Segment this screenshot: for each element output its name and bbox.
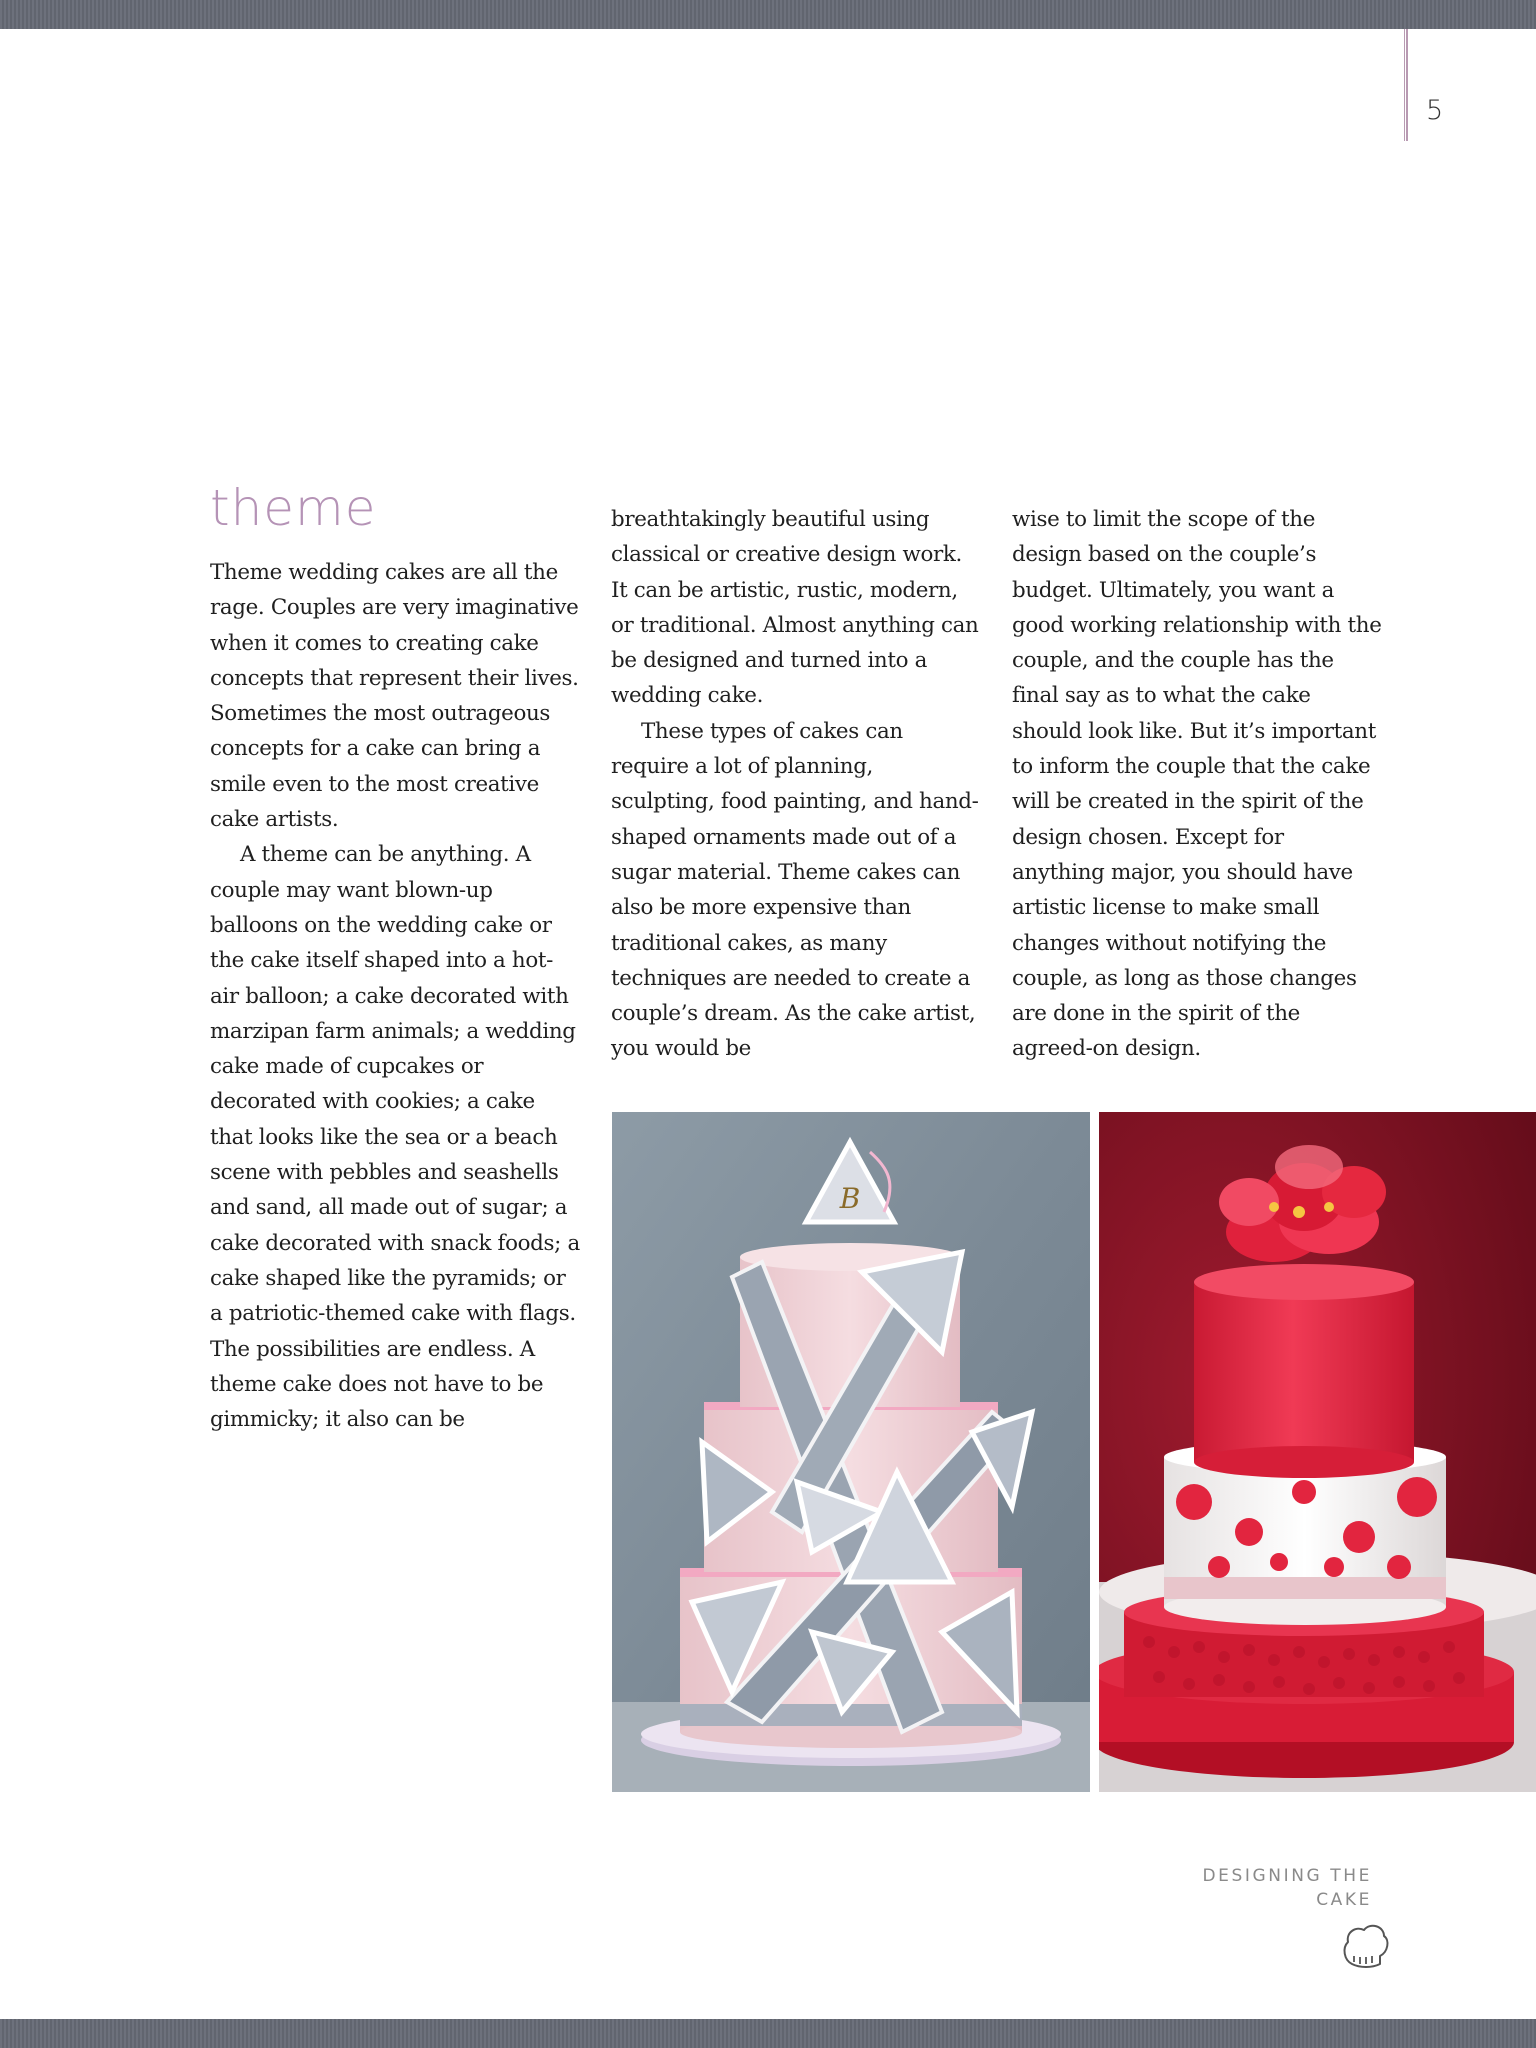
section-heading: theme (210, 479, 377, 537)
page-edge-bottom (0, 2019, 1536, 2048)
page-edge-top (0, 0, 1536, 29)
paragraph: breathtakingly beautiful using classical or creative design work. It can be artistic, rustic, modern, or traditional. Almost anything can be designed and turned into a wedding cake. (611, 507, 979, 709)
page-number: 5 (1426, 95, 1444, 126)
photo-geometric-cake (612, 1112, 1090, 1792)
monogram-text: B (839, 1182, 861, 1215)
running-footer: DESIGNING THE CAKE (1202, 1866, 1372, 1910)
geometric-cake-illustration (612, 1112, 1090, 1792)
text-column-2 (611, 502, 981, 1067)
paragraph: A theme can be anything. A couple may want blown-up balloons on the wedding cake or the cake itself shaped into a hot-air balloon; a cake decorated with marzipan farm animals; a wedding cake made of cupcakes or decorated with cookies; a cake that looks like the sea or a beach scene with pebbles and seashells and sand, all made out of sugar; a cake decorated with snack foods; a cake shaped like the pyramids; or a patriotic-themed cake with flags. The possibilities are endless. A theme cake does not have to be gimmicky; it also can be (210, 842, 580, 1433)
photo-polka-dot-cake (1099, 1112, 1536, 1792)
text-column-3 (1012, 502, 1382, 1067)
text-column-1 (210, 555, 580, 1437)
paragraph: wise to limit the scope of the design based on the couple’s budget. Ultimately, you want a good working relationship with the couple, and the couple has the final say as to what the cake should look like. But it’s important to inform the couple that the cake will be created in the spirit of the design chosen. Except for anything major, you should have artistic license to make small changes without notifying the couple, as long as those changes are done in the spirit of the agreed-on design. (1012, 507, 1382, 1062)
page-number-rule (1404, 29, 1408, 141)
polka-dot-cake-illustration (1099, 1112, 1536, 1792)
paragraph: These types of cakes can require a lot of planning, sculpting, food painting, and hand-shaped ornaments made out of a sugar material. Theme cakes can also be more expensive than traditional cakes, as many techniques are needed to create a couple’s dream. As the cake artist, you would be (611, 718, 979, 1062)
paragraph: Theme wedding cakes are all the rage. Couples are very imaginative when it comes to creating cake concepts that represent their lives. Sometimes the most outrageous concepts for a cake can bring a smile even to the most creative cake artists. (210, 560, 579, 833)
chef-hat-icon (1340, 1920, 1390, 1972)
